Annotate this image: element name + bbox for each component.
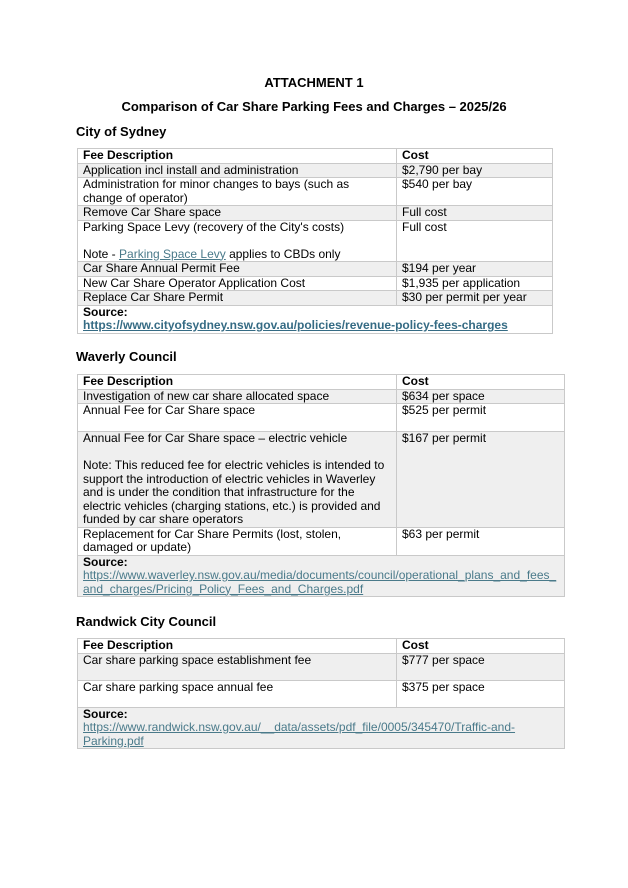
fee-description: Investigation of new car share allocated space bbox=[78, 389, 397, 404]
header-fee-description: Fee Description bbox=[78, 639, 397, 654]
source-cell bbox=[78, 555, 565, 597]
waverly-fee-table bbox=[77, 374, 565, 597]
table-row bbox=[78, 680, 565, 707]
attachment-title: ATTACHMENT 1 bbox=[264, 75, 364, 90]
sydney-fee-table bbox=[77, 148, 553, 334]
table-header-row bbox=[78, 375, 565, 390]
source-row bbox=[78, 555, 565, 597]
table-row bbox=[78, 404, 565, 432]
fee-cost: $167 per permit bbox=[397, 432, 565, 528]
header-cost: Cost bbox=[397, 375, 565, 390]
fee-description: Application incl install and administration bbox=[78, 163, 397, 178]
fee-cost: $375 per space bbox=[397, 680, 565, 707]
fee-description: Annual Fee for Car Share space bbox=[78, 404, 397, 432]
table-row bbox=[78, 527, 565, 555]
document-title: Comparison of Car Share Parking Fees and Charges – 2025/26 bbox=[121, 99, 507, 114]
table-row bbox=[78, 206, 553, 221]
source-label: Source: bbox=[83, 304, 128, 319]
fee-description: New Car Share Operator Application Cost bbox=[78, 276, 397, 291]
table-header-row bbox=[78, 639, 565, 654]
header-fee-description: Fee Description bbox=[78, 375, 397, 390]
table-row bbox=[78, 389, 565, 404]
fee-cost: $194 per year bbox=[397, 262, 553, 277]
header-fee-description: Fee Description bbox=[78, 149, 397, 164]
fee-description-text: Parking Space Levy (recovery of the City's costs) bbox=[83, 219, 345, 234]
fee-description-text: Annual Fee for Car Share space – electric vehicle bbox=[83, 431, 348, 445]
table-row bbox=[78, 432, 565, 528]
ev-fee-note: Note: This reduced fee for electric vehicles is intended to support the introduction of electric vehicles in Waverley and is under the condition that infrastructure for the electric vehicles (charging stations, etc.) is provided and funded by car share operators bbox=[83, 458, 385, 526]
fee-cost: Full cost bbox=[397, 220, 553, 262]
table-row bbox=[78, 262, 553, 277]
randwick-source-link[interactable]: https://www.randwick.nsw.gov.au/__data/assets/pdf_file/0005/345470/Traffic-and-Parking.pdf bbox=[83, 720, 516, 748]
sydney-heading: City of Sydney bbox=[76, 124, 167, 139]
table-header-row bbox=[78, 149, 553, 164]
fee-cost: $1,935 per application bbox=[397, 276, 553, 291]
fee-description-with-note bbox=[78, 432, 397, 528]
source-row bbox=[78, 305, 553, 333]
fee-description-with-note bbox=[78, 220, 397, 262]
header-cost: Cost bbox=[397, 639, 565, 654]
waverly-source-link[interactable]: https://www.waverley.nsw.gov.au/media/documents/council/operational_plans_and_fees_and_charges/Pricing_Policy_Fees_and_Charges.pdf bbox=[83, 568, 557, 596]
fee-cost: $777 per space bbox=[397, 653, 565, 680]
note-suffix: applies to CBDs only bbox=[225, 246, 341, 261]
fee-cost: Full cost bbox=[397, 206, 553, 221]
fee-cost: $540 per bay bbox=[397, 178, 553, 206]
table-row bbox=[78, 653, 565, 680]
fee-description: Car Share Annual Permit Fee bbox=[78, 262, 397, 277]
source-cell bbox=[78, 707, 565, 749]
table-row bbox=[78, 178, 553, 206]
sydney-source-link[interactable]: https://www.cityofsydney.nsw.gov.au/policies/revenue-policy-fees-charges bbox=[83, 318, 508, 332]
fee-description: Administration for minor changes to bays (such as change of operator) bbox=[78, 178, 397, 206]
header-cost: Cost bbox=[397, 149, 553, 164]
randwick-heading: Randwick City Council bbox=[76, 614, 217, 629]
table-row bbox=[78, 220, 553, 262]
fee-cost: $63 per permit bbox=[397, 527, 565, 555]
table-row bbox=[78, 276, 553, 291]
note-prefix: Note - bbox=[83, 246, 120, 261]
fee-description: Replacement for Car Share Permits (lost, stolen, damaged or update) bbox=[78, 527, 397, 555]
table-row bbox=[78, 163, 553, 178]
source-cell bbox=[78, 305, 553, 333]
source-label: Source: bbox=[83, 554, 128, 569]
fee-cost: $634 per space bbox=[397, 389, 565, 404]
waverly-heading: Waverly Council bbox=[76, 349, 177, 364]
randwick-fee-table bbox=[77, 638, 565, 749]
fee-description: Car share parking space annual fee bbox=[78, 680, 397, 707]
source-row bbox=[78, 707, 565, 749]
fee-cost: $2,790 per bay bbox=[397, 163, 553, 178]
fee-description: Remove Car Share space bbox=[78, 206, 397, 221]
parking-space-levy-link[interactable]: Parking Space Levy bbox=[119, 246, 226, 261]
fee-cost: $525 per permit bbox=[397, 404, 565, 432]
source-label: Source: bbox=[83, 706, 128, 721]
fee-description: Car share parking space establishment fee bbox=[78, 653, 397, 680]
fee-cost: $30 per permit per year bbox=[397, 291, 553, 306]
table-row bbox=[78, 291, 553, 306]
fee-description: Replace Car Share Permit bbox=[78, 291, 397, 306]
